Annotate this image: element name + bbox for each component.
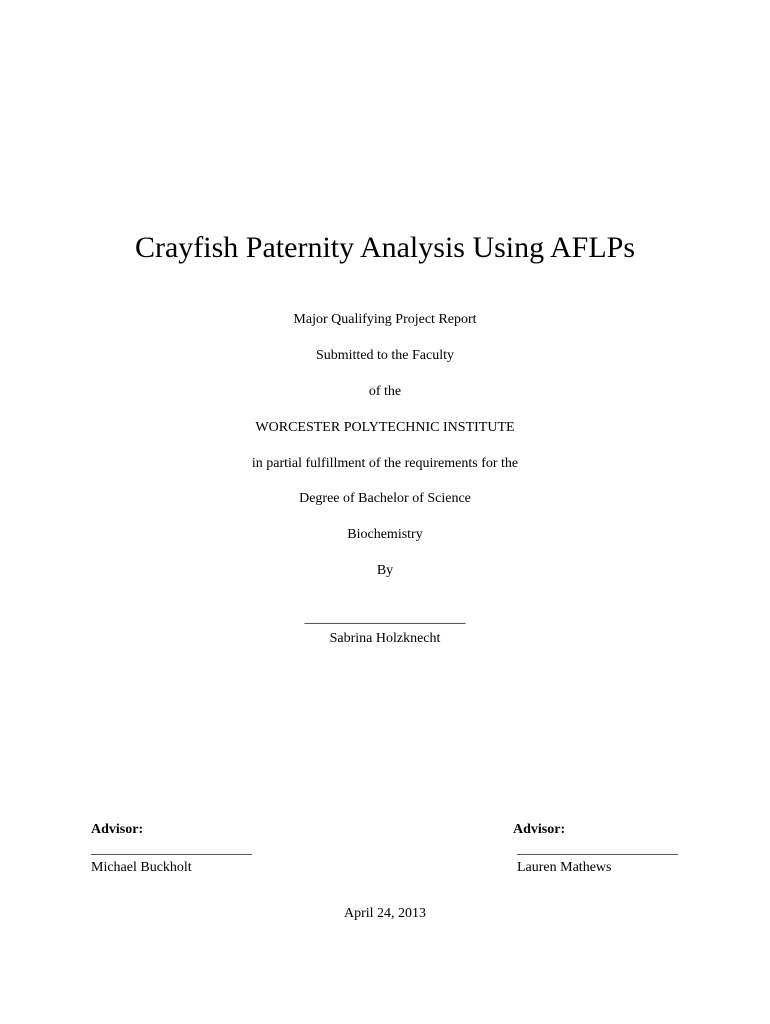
of-the-line: of the — [368, 384, 402, 399]
author-signature-line: _______________________ — [304, 611, 466, 626]
advisor-block-right — [513, 821, 678, 877]
advisor-signature-line: _______________________ — [517, 842, 678, 857]
fulfillment-line: in partial fulfillment of the requirements for the — [251, 456, 519, 471]
advisor-signature-line: _______________________ — [91, 842, 252, 857]
submission-date: April 24, 2013 — [343, 906, 427, 921]
major-line: Biochemistry — [347, 527, 423, 542]
advisor-name: Lauren Mathews — [517, 860, 612, 875]
advisor-label: Advisor: — [91, 822, 144, 837]
by-line: By — [376, 563, 394, 578]
author-name: Sabrina Holzknecht — [329, 631, 441, 646]
degree-line: Degree of Bachelor of Science — [299, 491, 471, 506]
advisor-name: Michael Buckholt — [91, 860, 192, 875]
submitted-to-line: Submitted to the Faculty — [315, 348, 455, 363]
report-type-line: Major Qualifying Project Report — [293, 312, 477, 327]
advisor-label: Advisor: — [513, 822, 566, 837]
report-title: Crayfish Paternity Analysis Using AFLPs — [134, 231, 636, 264]
institution-line: WORCESTER POLYTECHNIC INSTITUTE — [255, 420, 515, 435]
advisor-block-left — [91, 821, 252, 877]
